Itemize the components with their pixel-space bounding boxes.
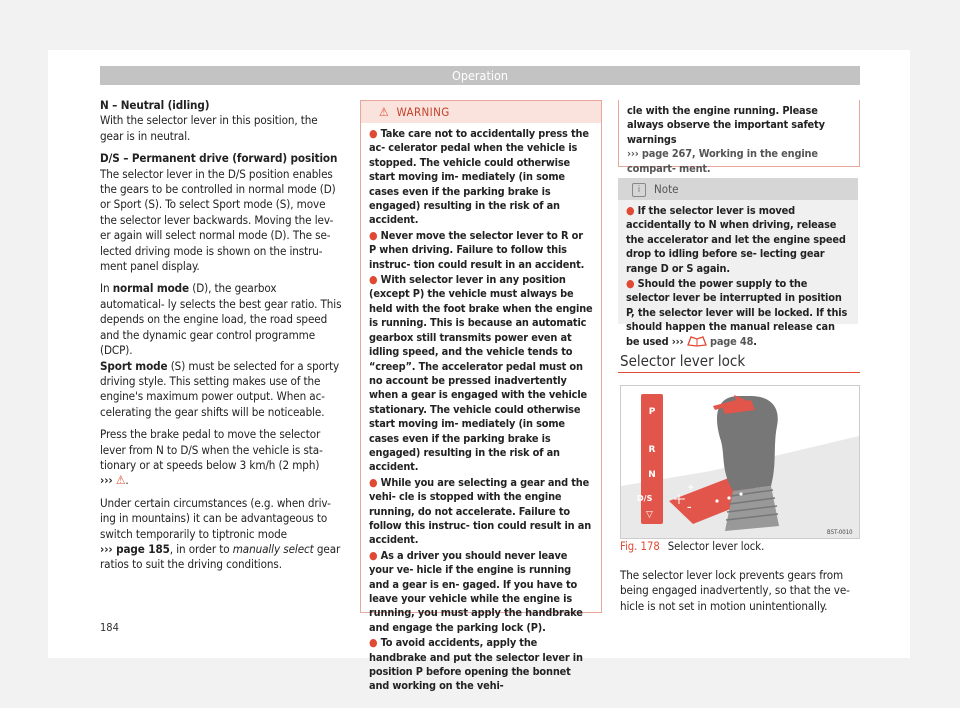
warning-item: ● With selector lever in any position (except P) the vehicle must always be held with the foot brake when the engine is running. This is because an automatic gearbox still transmits power even at idling speed, and the vehicle tends to “creep”. The accelerator pedal must on no account be pressed inadvertently when a gear is engaged with the vehicle stationary. The vehicle could otherwise start moving im- mediately (in some cases even if the parking brake is engaged) resulting in the risk of an accident.: [369, 273, 593, 474]
figure-number: Fig. 178: [620, 540, 660, 553]
warning-item: ● While you are selecting a gear and the vehi- cle is stopped with the engine running, do not accelerate. Failure to follow this instruc- tion could result in an accident.: [369, 475, 592, 547]
warning-item: ● To avoid accidents, apply the handbrake and put the selector lever in position P before opening the bonnet and working on the vehi-: [369, 636, 583, 693]
brake-paragraph: Press the brake pedal to move the selector lever from N to D/S when the vehicle is sta- tionary or at speeds below 3 km/h (2 mph) ››› ⚠.: [100, 427, 323, 488]
neutral-text: With the selector lever in this position, the gear is in neutral.: [100, 113, 318, 143]
tiptronic-paragraph: [100, 496, 342, 573]
tiptronic-italic: manually select: [232, 541, 314, 556]
note-box: [618, 178, 858, 348]
note-ref-arrows[interactable]: ›››: [671, 334, 684, 348]
gear-label-p: P: [648, 407, 656, 417]
note-item-text: Should the power supply to the selector lever be interrupted in position P, the selector lever will be locked. If this should happen the manual release can be used: [626, 277, 848, 348]
lever-lock-text: [620, 568, 860, 614]
normal-mode-paragraph: [100, 281, 342, 358]
warning-item: ● Never move the selector lever to R or P when driving. Failure to follow this instruc- tion could result in an accident.: [369, 228, 585, 271]
warning-triangle-icon[interactable]: ⚠: [115, 473, 126, 488]
selector-lever-illustration: [621, 386, 859, 538]
tiptronic-text: Under certain circumstances (e.g. when driv- ing in mountains) it can be advantageous to switch temporarily to tiptronic mode: [100, 495, 331, 541]
note-header: [618, 178, 858, 200]
gear-label-minus: –: [687, 503, 692, 513]
book-page-icon[interactable]: [687, 335, 707, 347]
warning-item-text: With selector lever in any position (except P) the vehicle must always be held with the foot brake when the engine is running. This is because an automatic gearbox still transmits power even at idling speed, and the vehicle tends to “creep”. The accelerator pedal must on no account be pressed inadvertently when a gear is engaged with the vehicle stationary. The vehicle could otherwise start moving im- mediately (in some cases even if the parking brake is engaged) resulting in the risk of an accident.: [369, 273, 593, 474]
warning-box: [360, 100, 602, 693]
warning-label: WARNING: [396, 105, 450, 119]
figure-caption: [620, 540, 764, 554]
note-end: .: [753, 334, 757, 348]
note-label: Note: [654, 182, 679, 196]
neutral-heading: N – Neutral (idling): [100, 98, 210, 112]
note-body: [618, 200, 858, 349]
section-title: Selector lever lock: [620, 352, 746, 370]
warning-item-text: Take care not to accidentally press the ac- celerator pedal when the vehicle is stopped. The vehicle could otherwise start moving im- mediately (in some cases even if the parking brake is engaged) resulting in the risk of an accident.: [369, 127, 589, 227]
sport-mode-term: Sport mode: [100, 358, 168, 373]
warning-continuation: [619, 100, 859, 180]
drive-heading: D/S – Permanent drive (forward) position: [100, 151, 338, 166]
info-icon: i: [632, 183, 646, 197]
note-item-text: If the selector lever is moved accidentally to N when driving, release the accelerator and let the engine speed drop to idling before se- lecting gear range D or S again.: [626, 204, 846, 275]
brake-text: Press the brake pedal to move the selector lever from N to D/S when the vehicle is sta- tionary or at speeds below 3 km/h (2 mph): [100, 427, 323, 472]
warning-item-text: To avoid accidents, apply the handbrake and put the selector lever in position P before opening the bonnet and working on the vehi-: [369, 636, 583, 693]
gear-label-r: R: [648, 445, 656, 455]
sport-mode-paragraph: [100, 359, 342, 421]
figure-caption-text: Selector lever lock.: [667, 540, 765, 553]
gear-label-n: N: [648, 470, 656, 480]
gear-label-plus: +: [687, 483, 695, 493]
normal-mode-term: normal mode: [112, 281, 190, 296]
warning-continuation-box: [618, 100, 860, 175]
normal-mode-text: (D), the gearbox automatical- ly selects the best gear ratio. This depends on the engine load, the road speed and the dynamic gear control programme (DCP).: [100, 281, 342, 358]
tiptronic-end: gear ratios to suit the driving conditions.: [100, 541, 341, 572]
tiptronic-page-link[interactable]: ››› page 185: [100, 541, 170, 556]
page-number: 184: [100, 621, 119, 634]
engine-compartment-link[interactable]: ››› page 267, Working in the engine compart- ment.: [627, 147, 818, 175]
normal-pre: In: [100, 281, 113, 296]
main-text-column: [100, 98, 342, 573]
note-page-link[interactable]: page 48: [709, 334, 754, 348]
page-header: Operation: [100, 66, 860, 85]
warning-item-text: As a driver you should never leave your ve- hicle if the engine is running and a gear is en- gaged. If you have to leave your vehicle while the engine is running, you must apply the handbrake and engage the parking lock (P).: [369, 548, 583, 634]
lever-lock-paragraph: The selector lever lock prevents gears from being engaged inadvertently, so that the ve- hicle is not set in motion unintentionally.: [620, 568, 850, 613]
brake-ref-arrows[interactable]: ›››: [100, 473, 113, 488]
figure-code: B5T-0010: [827, 529, 853, 536]
gear-label-ds: D/S: [637, 494, 653, 503]
section-divider: [618, 372, 860, 373]
warning-continuation-text: cle with the engine running. Please always observe the important safety warnings: [627, 104, 825, 146]
warning-body: [361, 123, 601, 694]
warning-item: ● As a driver you should never leave your ve- hicle if the engine is running and a gear is en- gaged. If you have to leave your vehicle while the engine is running, you must apply the handbrake and engage the parking lock (P).: [369, 548, 583, 634]
warning-header-icon: ⚠: [379, 105, 390, 119]
warning-item: ● Take care not to accidentally press the ac- celerator pedal when the vehicle is stopped. The vehicle could otherwise start moving im- mediately (in some cases even if the parking brake is engaged) resulting in the risk of an accident.: [369, 127, 589, 227]
note-item: ● If the selector lever is moved accidentally to N when driving, release the accelerator and let the engine speed drop to idling before se- lecting gear range D or S again.: [626, 204, 846, 275]
sport-mode-text: (S) must be selected for a sporty driving style. This setting makes use of the engine's maximum power output. When ac- celerating the gear shifts will be noticeable.: [100, 358, 340, 419]
note-item: ● Should the power supply to the selector lever be interrupted in position P, the selector lever will be locked. If this should happen the manual release can be used ››› page 48.: [626, 277, 848, 348]
figure-selector-lever: [620, 385, 860, 539]
gear-label-triangle: ▽: [646, 510, 653, 520]
warning-item-text: While you are selecting a gear and the vehi- cle is stopped with the engine running, do not accelerate. Failure to follow this instruc- tion could result in an accident.: [369, 475, 592, 547]
tiptronic-mid: , in order to: [169, 541, 233, 556]
warning-item-text: Never move the selector lever to R or P when driving. Failure to follow this instruc- tion could result in an accident.: [369, 228, 585, 271]
warning-header: [361, 101, 601, 123]
drive-text: The selector lever in the D/S position enables the gears to be controlled in normal mode (D) or Sport (S). To select Sport mode (S), move the selector lever backwards. Moving the lev- er again will select normal mode (D). The se- lected driving mode is shown on the instru- ment panel display.: [100, 166, 336, 274]
